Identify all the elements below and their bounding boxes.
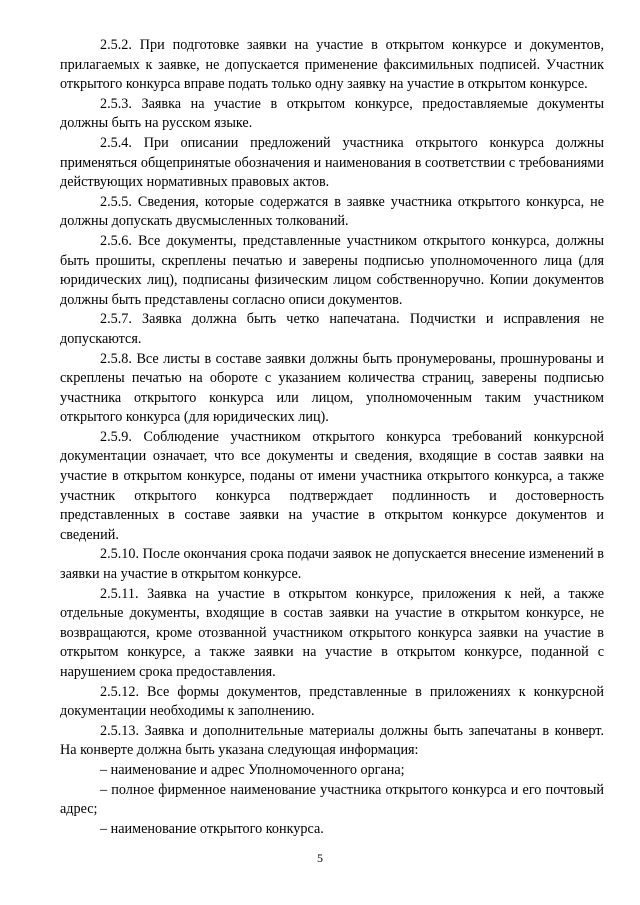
paragraph-2-5-8: 2.5.8. Все листы в составе заявки должны быть пронумерованы, прошнурованы и скреплены печатью на обороте с указанием количества страниц, заверены подписью участника открытого конкурса или лицом, уполномоченным таким участником открытого конкурса (для юридических лиц). — [60, 350, 604, 426]
paragraph-2-5-3: 2.5.3. Заявка на участие в открытом конкурсе, предоставляемые документы должны быть на русском языке. — [60, 95, 604, 132]
paragraph-2-5-10: 2.5.10. После окончания срока подачи заявок не допускается внесение изменений в заявки на участие в открытом конкурсе. — [60, 546, 604, 583]
list-item: – полное фирменное наименование участника открытого конкурса и его почтовый адрес; — [60, 781, 604, 818]
paragraph-2-5-6: 2.5.6. Все документы, представленные участником открытого конкурса, должны быть прошиты, скреплены печатью и заверены подписью уполномоченного лица (для юридических лиц), подписаны физическим лицом собственноручно. Копии документов должны быть представлены согласно описи документов. — [60, 232, 604, 308]
paragraph-2-5-5: 2.5.5. Сведения, которые содержатся в заявке участника открытого конкурса, не должны допускать двусмысленных толкований. — [60, 193, 604, 230]
paragraph-2-5-13: 2.5.13. Заявка и дополнительные материалы должны быть запечатаны в конверт. На конверте должна быть указана следующая информация: — [60, 722, 604, 759]
list-item: – наименование и адрес Уполномоченного органа; — [100, 761, 405, 778]
paragraph-2-5-9: 2.5.9. Соблюдение участником открытого конкурса требований конкурсной документации означает, что все документы и сведения, входящие в состав заявки на участие в открытом конкурсе, поданы от имени участника открытого конкурса, а также участник открытого конкурса подтверждает подлинность и достоверность представленных в составе заявки на участие в открытом конкурсе документов и сведений. — [60, 428, 604, 543]
page-number: 5 — [317, 851, 323, 865]
paragraph-2-5-4: 2.5.4. При описании предложений участника открытого конкурса должны применяться общепринятые обозначения и наименования в соответствии с требованиями действующих нормативных правовых актов. — [60, 134, 604, 191]
paragraph-2-5-12: 2.5.12. Все формы документов, представленные в приложениях к конкурсной документации необходимы к заполнению. — [60, 683, 604, 720]
list-item: – наименование открытого конкурса. — [100, 820, 324, 837]
document-body — [60, 36, 604, 839]
paragraph-2-5-2: 2.5.2. При подготовке заявки на участие в открытом конкурсе и документов, прилагаемых к заявке, не допускается применение факсимильных подписей. Участник открытого конкурса вправе подать только одну заявку на участие в открытом конкурсе. — [60, 37, 604, 93]
paragraph-2-5-11: 2.5.11. Заявка на участие в открытом конкурсе, приложения к ней, а также отдельные документы, входящие в состав заявки на участие в открытом конкурсе, не возвращаются, кроме отозванной участником открытого конкурса заявки на участие в открытом конкурсе, а также заявки на участие в открытом конкурсе, поданной с нарушением срока предоставления. — [60, 585, 604, 680]
paragraph-2-5-7: 2.5.7. Заявка должна быть четко напечатана. Подчистки и исправления не допускаются. — [60, 311, 604, 347]
